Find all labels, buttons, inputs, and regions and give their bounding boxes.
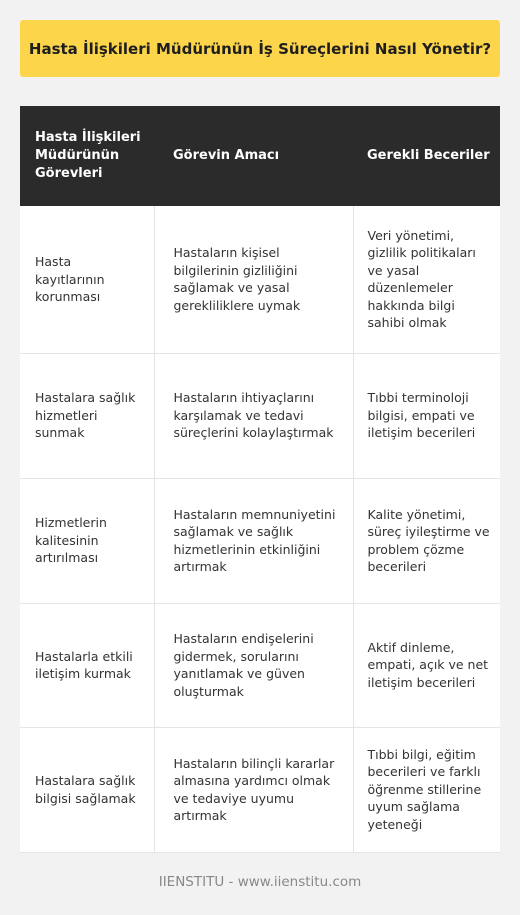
table-row: [20, 353, 500, 478]
footer-credit: IIENSTITU - www.iienstitu.com: [158, 874, 362, 890]
cell-duty: Hastalarla etkili iletişim kurmak: [20, 603, 154, 727]
cell-skills: Aktif dinleme, empati, açık ve net iletişim becerileri: [353, 603, 500, 727]
cell-duty: Hastalara sağlık hizmetleri sunmak: [20, 353, 154, 478]
cell-skills: Veri yönetimi, gizlilik politikaları ve yasal düzenlemeler hakkında bilgi sahibi olmak: [353, 206, 500, 353]
cell-purpose: Hastaların memnuniyetini sağlamak ve sağlık hizmetlerinin etkinliğini artırmak: [154, 478, 353, 603]
cell-purpose: Hastaların kişisel bilgilerinin gizliliğini sağlamak ve yasal gerekliliklere uymak: [154, 206, 353, 353]
table-row: [20, 206, 500, 353]
table-row: [20, 603, 500, 727]
cell-purpose: Hastaların bilinçli kararlar almasına yardımcı olmak ve tedaviye uyumu artırmak: [154, 727, 353, 852]
page-title: Hasta İlişkileri Müdürünün İş Süreçlerini Nasıl Yönetir?: [28, 39, 492, 58]
table-header-row: [20, 106, 500, 206]
cell-duty: Hizmetlerin kalitesinin artırılması: [20, 478, 154, 603]
cell-skills: Tıbbi terminoloji bilgisi, empati ve iletişim becerileri: [353, 353, 500, 478]
duties-table: [20, 106, 500, 853]
cell-duty: Hastalara sağlık bilgisi sağlamak: [20, 727, 154, 852]
table-row: [20, 727, 500, 852]
cell-duty: Hasta kayıtlarının korunması: [20, 206, 154, 353]
table-row: [20, 478, 500, 603]
header-skills: Gerekli Beceriler: [353, 106, 500, 206]
cell-skills: Tıbbi bilgi, eğitim becerileri ve farklı öğrenme stillerine uyum sağlama yeteneği: [353, 727, 500, 852]
cell-skills: Kalite yönetimi, süreç iyileştirme ve problem çözme becerileri: [353, 478, 500, 603]
cell-purpose: Hastaların endişelerini gidermek, sorularını yanıtlamak ve güven oluşturmak: [154, 603, 353, 727]
header-duties: Hasta İlişkileri Müdürünün Görevleri: [20, 106, 154, 206]
cell-purpose: Hastaların ihtiyaçlarını karşılamak ve tedavi süreçlerini kolaylaştırmak: [154, 353, 353, 478]
header-purpose: Görevin Amacı: [154, 106, 353, 206]
title-banner: [20, 20, 500, 77]
